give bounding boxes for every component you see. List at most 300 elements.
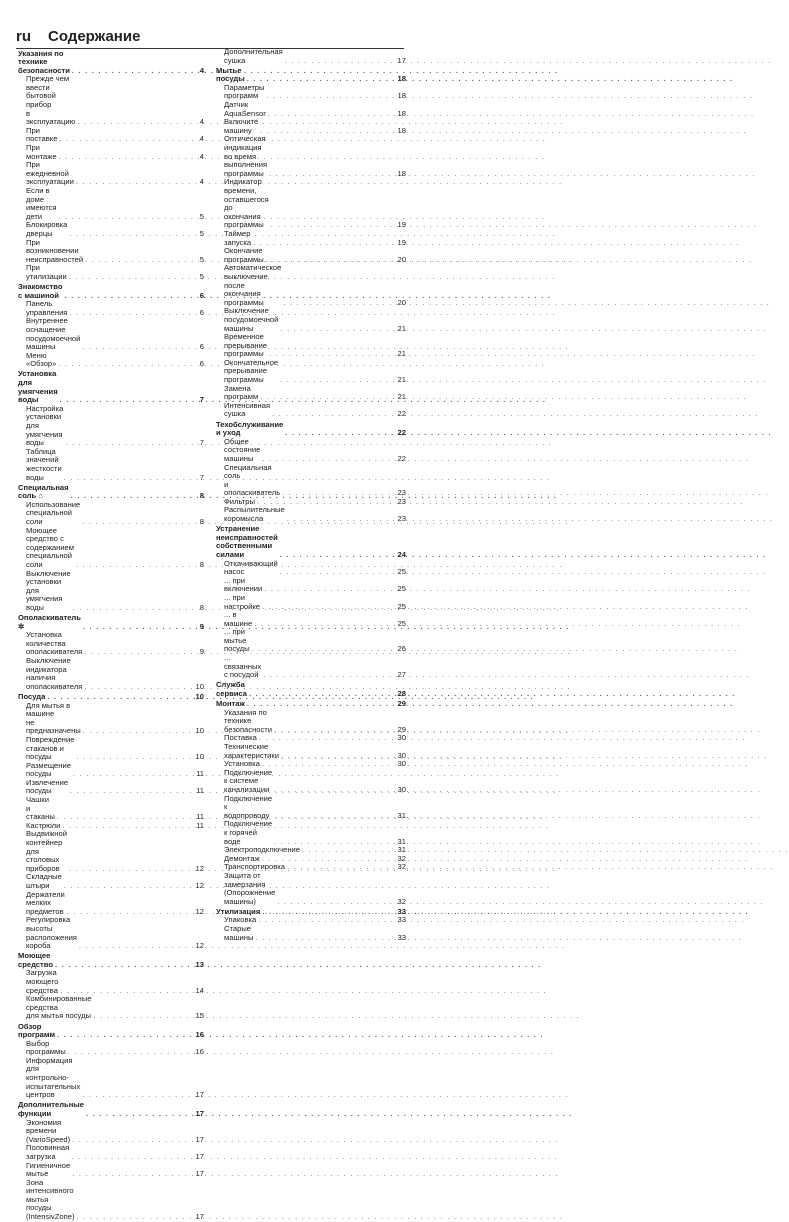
dot-leader bbox=[62, 822, 194, 831]
toc-entry[interactable] bbox=[216, 438, 406, 464]
dot-leader bbox=[263, 671, 395, 680]
toc-entry[interactable] bbox=[216, 402, 406, 419]
toc-page-number: 5 bbox=[199, 211, 204, 221]
toc-page-number: 10 bbox=[195, 752, 204, 762]
dot-leader bbox=[59, 213, 198, 222]
toc-entry-title: Экономия времени (VarioSpeed) bbox=[26, 1117, 71, 1144]
toc-entry-title: Временное прерывание программы bbox=[224, 332, 268, 359]
toc-entry[interactable] bbox=[18, 187, 204, 221]
toc-entry[interactable] bbox=[216, 118, 406, 135]
dot-leader bbox=[280, 376, 395, 385]
toc-entry-title: Поставка bbox=[224, 733, 257, 743]
toc-entry[interactable] bbox=[216, 307, 406, 333]
toc-entry-title: Старые машины bbox=[224, 923, 254, 942]
toc-entry[interactable] bbox=[18, 995, 204, 1021]
toc-page-number: 29 bbox=[397, 724, 406, 734]
toc-entry-title: При ежедневной эксплуатации bbox=[26, 160, 74, 187]
dot-leader bbox=[84, 683, 193, 692]
toc-entry-title: Указания по технике безопасности bbox=[18, 48, 70, 75]
toc-entry-title: Блокировка дверцы bbox=[26, 220, 68, 238]
dot-leader bbox=[59, 135, 197, 144]
toc-entry-title: Настройка установки для умягчения воды bbox=[26, 403, 64, 448]
dot-leader bbox=[57, 1031, 193, 1040]
toc-entry-title: Мытье посуды bbox=[216, 65, 245, 84]
toc-page-number: 24 bbox=[397, 549, 406, 559]
toc-entry[interactable] bbox=[18, 736, 204, 762]
toc-entry[interactable] bbox=[18, 352, 204, 369]
toc-page-number: 7 bbox=[199, 438, 204, 448]
toc-page-number: 23 bbox=[397, 496, 406, 506]
toc-page-number: 8 bbox=[199, 491, 204, 501]
dot-leader bbox=[283, 299, 395, 308]
dot-leader bbox=[71, 1153, 193, 1162]
dot-leader bbox=[71, 492, 198, 501]
toc-page-number: 6 bbox=[199, 342, 204, 352]
toc-page-number: 10 bbox=[195, 681, 204, 691]
toc-entry-title: ... при мытье посуды bbox=[224, 627, 250, 654]
dot-leader bbox=[84, 648, 197, 657]
toc-page-number: 18 bbox=[397, 125, 406, 135]
dot-leader bbox=[253, 239, 396, 248]
toc-page-number: 30 bbox=[397, 759, 406, 769]
dot-leader bbox=[274, 812, 395, 821]
toc-page-number: 4 bbox=[199, 134, 204, 144]
toc-page-number: 29 bbox=[397, 699, 406, 709]
toc-entry[interactable] bbox=[216, 84, 406, 101]
toc-entry-title: ... при настройке bbox=[224, 592, 261, 611]
dot-leader bbox=[268, 110, 396, 119]
toc-entry[interactable] bbox=[18, 264, 204, 281]
dot-leader bbox=[76, 753, 193, 762]
dot-leader bbox=[255, 934, 395, 943]
toc-entry-title: Параметры программ bbox=[224, 82, 265, 101]
toc-page-number: 11 bbox=[196, 786, 204, 796]
dot-leader bbox=[69, 865, 194, 874]
toc-page-number: 16 bbox=[195, 1047, 204, 1057]
toc-entry[interactable] bbox=[216, 872, 406, 906]
toc-entry[interactable] bbox=[216, 577, 406, 594]
toc-entry-title: Выбор программы bbox=[26, 1038, 66, 1057]
language-code: ru bbox=[16, 28, 31, 45]
toc-entry[interactable] bbox=[216, 795, 406, 821]
toc-entry-title: Индикатор времени, оставшегося до окончания программы bbox=[224, 177, 269, 230]
toc-entry-title: Защита от замерзания (Опорожнение машины) bbox=[224, 870, 276, 906]
toc-entry-title: Общее состояние машины bbox=[224, 436, 261, 463]
toc-entry[interactable] bbox=[18, 702, 204, 736]
toc-page-number: 33 bbox=[397, 915, 406, 925]
dot-leader bbox=[85, 256, 198, 265]
page-title: Содержание bbox=[48, 28, 141, 45]
toc-entry[interactable] bbox=[18, 1040, 204, 1057]
dot-leader bbox=[60, 396, 198, 405]
dot-leader bbox=[266, 256, 396, 265]
page-header bbox=[16, 28, 406, 48]
toc-entry-title: Чашки и стаканы bbox=[26, 795, 55, 822]
dot-leader bbox=[83, 727, 194, 736]
toc-page-number: 32 bbox=[397, 862, 406, 872]
toc-entry-title: Посуда bbox=[18, 691, 46, 701]
toc-entry-title: Электроподключение bbox=[224, 845, 300, 855]
toc-section[interactable] bbox=[18, 50, 204, 76]
toc-page-number: 25 bbox=[397, 567, 406, 577]
toc-entry[interactable] bbox=[216, 359, 406, 385]
dot-leader bbox=[72, 1170, 193, 1179]
toc-entry-title: ... в машине bbox=[224, 610, 253, 628]
toc-entry[interactable] bbox=[18, 779, 204, 796]
toc-entry-title: Устранение неисправностей собственными силами bbox=[216, 524, 278, 559]
toc-entry-title: Специальная соль и ополаскиватель bbox=[224, 462, 281, 498]
toc-page-number: 15 bbox=[195, 1011, 204, 1021]
toc-entry[interactable] bbox=[18, 1162, 204, 1179]
toc-page-number: 25 bbox=[397, 618, 406, 628]
toc-entry[interactable] bbox=[18, 239, 204, 265]
toc-page-number: 33 bbox=[397, 932, 406, 942]
dot-leader bbox=[77, 118, 197, 127]
toc-entry[interactable] bbox=[18, 873, 204, 890]
toc-entry-title: Внутреннее оснащение посудомоечной машины bbox=[26, 316, 81, 352]
toc-entry-title: Замена программ bbox=[224, 383, 259, 402]
toc-page-number: 31 bbox=[397, 845, 406, 855]
toc-entry-title: Регулировка высоты расположения короба bbox=[26, 915, 77, 951]
toc-entry-title: Зона интенсивного мытья посуды (IntensivZone) bbox=[26, 1177, 75, 1222]
toc-page-number: 25 bbox=[397, 601, 406, 611]
toc-entry-title: Складные штыри bbox=[26, 872, 62, 890]
dot-leader bbox=[252, 645, 396, 654]
toc-entry[interactable] bbox=[216, 385, 406, 402]
toc-section[interactable] bbox=[18, 1023, 204, 1040]
toc-section[interactable] bbox=[18, 952, 204, 969]
toc-entry[interactable] bbox=[18, 221, 204, 238]
toc-entry-title: Обзор программ bbox=[18, 1021, 56, 1040]
toc-page-number: 6 bbox=[199, 307, 204, 317]
toc-entry[interactable] bbox=[216, 925, 406, 942]
toc-entry[interactable] bbox=[18, 796, 204, 822]
toc-entry-title: Распылительные коромысла bbox=[224, 505, 285, 524]
dot-leader bbox=[287, 863, 396, 872]
toc-entry-title: Упаковка bbox=[224, 915, 257, 925]
dot-leader bbox=[69, 273, 198, 282]
toc-entry-title: Технические характеристики bbox=[224, 742, 279, 760]
dot-leader bbox=[280, 325, 395, 334]
dot-leader bbox=[258, 916, 395, 925]
dot-leader bbox=[76, 178, 198, 187]
toc-entry-title: Служба сервиса bbox=[216, 680, 247, 698]
dot-leader bbox=[269, 350, 395, 359]
toc-page-number: 30 bbox=[397, 733, 406, 743]
toc-page-number: 22 bbox=[397, 428, 406, 438]
toc-section[interactable] bbox=[216, 525, 406, 559]
toc-entry-title: Ополаскиватель ✲ bbox=[18, 613, 81, 631]
toc-entry-title: Выключение индикатора наличия ополаскивателя bbox=[26, 656, 83, 691]
toc-entry[interactable] bbox=[216, 48, 406, 65]
dot-leader bbox=[67, 908, 194, 917]
dot-leader bbox=[247, 75, 396, 84]
dot-leader bbox=[69, 309, 197, 318]
toc-page-number: 18 bbox=[397, 168, 406, 178]
toc-page-number: 20 bbox=[397, 254, 406, 264]
toc-page-number: 8 bbox=[199, 560, 204, 570]
toc-section[interactable] bbox=[18, 283, 204, 300]
toc-entry-title: Использование специальной соли bbox=[26, 499, 81, 527]
toc-page-number: 13 bbox=[195, 959, 204, 969]
toc-page-number: 8 bbox=[199, 517, 204, 527]
toc-entry-title: Дополнительная сушка bbox=[224, 47, 283, 65]
toc-entry[interactable] bbox=[216, 560, 406, 577]
toc-page-number: 21 bbox=[397, 375, 406, 385]
toc-entry[interactable] bbox=[18, 631, 204, 657]
toc-page-number: 30 bbox=[397, 750, 406, 760]
toc-entry[interactable] bbox=[18, 762, 204, 779]
dot-leader bbox=[64, 882, 194, 891]
toc-page-number: 32 bbox=[397, 853, 406, 863]
toc-page-number: 12 bbox=[195, 881, 204, 890]
toc-page-number: 33 bbox=[397, 906, 406, 916]
toc-entry-title: Транспортировка bbox=[224, 862, 285, 872]
toc-page-number: 17 bbox=[195, 1212, 204, 1222]
dot-leader bbox=[58, 360, 197, 369]
toc-entry[interactable] bbox=[216, 820, 406, 846]
toc-entry[interactable] bbox=[18, 501, 204, 527]
dot-leader bbox=[79, 942, 194, 951]
dot-leader bbox=[68, 1048, 194, 1057]
toc-section[interactable] bbox=[216, 67, 406, 84]
toc-entry-title: Выдвижной контейнер для столовых приборов bbox=[26, 829, 67, 873]
toc-page-number: 22 bbox=[397, 409, 406, 419]
dot-leader bbox=[82, 1091, 193, 1100]
toc-entry[interactable] bbox=[18, 127, 204, 144]
toc-entry-title: Половинная загрузка bbox=[26, 1143, 70, 1161]
toc-page-number: 18 bbox=[397, 74, 406, 84]
toc-entry-title: Специальная соль ⌂ bbox=[18, 482, 69, 501]
toc-column-left bbox=[18, 48, 204, 1222]
toc-entry-title: Дополнительные функции bbox=[18, 1100, 84, 1118]
toc-entry[interactable] bbox=[216, 247, 406, 264]
toc-page-number: 28 bbox=[397, 688, 406, 698]
toc-page-number: 32 bbox=[397, 896, 406, 906]
dot-leader bbox=[287, 515, 396, 524]
toc-page-number: 17 bbox=[195, 1134, 204, 1144]
toc-entry[interactable] bbox=[216, 178, 406, 230]
toc-column-right bbox=[216, 48, 406, 942]
toc-page-number: 12 bbox=[195, 863, 204, 873]
dot-leader bbox=[260, 393, 395, 402]
toc-entry[interactable] bbox=[18, 448, 204, 482]
toc-entry[interactable] bbox=[18, 969, 204, 995]
toc-entry-title: При поставке bbox=[26, 125, 58, 144]
toc-page-number: 20 bbox=[397, 297, 406, 307]
toc-entry-title: Указания по технике безопасности bbox=[224, 707, 273, 734]
toc-entry[interactable] bbox=[18, 527, 204, 570]
toc-page-number: 23 bbox=[397, 514, 406, 524]
toc-entry[interactable] bbox=[216, 464, 406, 498]
toc-entry[interactable] bbox=[216, 230, 406, 247]
dot-leader bbox=[83, 623, 198, 632]
toc-page-number: 10 bbox=[195, 691, 204, 701]
toc-page-number: 31 bbox=[397, 836, 406, 846]
toc-entry-title: Окончательное прерывание программы bbox=[224, 357, 279, 385]
dot-leader bbox=[55, 961, 194, 970]
toc-section[interactable] bbox=[18, 1101, 204, 1118]
toc-page-number: 16 bbox=[195, 1030, 204, 1040]
dot-leader bbox=[72, 67, 198, 76]
toc-entry-title: Демонтаж bbox=[224, 853, 260, 863]
dot-leader bbox=[249, 690, 396, 699]
dot-leader bbox=[262, 760, 396, 769]
toc-page-number: 11 bbox=[196, 769, 204, 779]
toc-entry-title: Окончание программы bbox=[224, 246, 264, 264]
toc-entry-title: Панель управления bbox=[26, 299, 68, 317]
toc-page-number: 23 bbox=[397, 488, 406, 498]
toc-section[interactable] bbox=[18, 614, 204, 631]
dot-leader bbox=[280, 568, 396, 577]
toc-page-number: 21 bbox=[397, 349, 406, 359]
toc-entry[interactable] bbox=[216, 101, 406, 118]
toc-entry-title: Фильтры bbox=[224, 496, 255, 506]
toc-entry-title: Для мытья в машине не предназначены bbox=[26, 700, 81, 736]
dot-leader bbox=[82, 518, 198, 527]
dot-leader bbox=[277, 898, 395, 907]
toc-entry-title: Утилизация bbox=[216, 906, 261, 916]
toc-entry-title: Повреждение стаканов и посуды bbox=[26, 734, 75, 762]
toc-entry-title: Установка количества ополаскивателя bbox=[26, 630, 83, 657]
dot-leader bbox=[76, 561, 198, 570]
toc-page-number: 7 bbox=[199, 395, 204, 405]
dot-leader bbox=[77, 1213, 194, 1222]
toc-entry-title: Меню «Обзор» bbox=[26, 350, 57, 369]
toc-page-number: 9 bbox=[199, 621, 204, 631]
toc-entry[interactable] bbox=[18, 1144, 204, 1161]
toc-entry-title: Оптическая индикация во время выполнения программы bbox=[224, 134, 268, 178]
toc-entry-title: Таймер запуска bbox=[224, 228, 252, 247]
dot-leader bbox=[64, 292, 197, 301]
toc-page-number: 4 bbox=[199, 177, 204, 187]
toc-entry-title: Интенсивная сушка bbox=[224, 400, 271, 419]
toc-page-number: 17 bbox=[195, 1108, 204, 1118]
toc-entry-title: Монтаж bbox=[216, 699, 245, 709]
toc-page-number: 12 bbox=[195, 941, 204, 951]
toc-entry[interactable] bbox=[18, 317, 204, 351]
toc-entry-title: Загрузка моющего средства bbox=[26, 968, 59, 995]
toc-entry-title: Знакомство с машиной bbox=[18, 282, 63, 300]
toc-entry-title: Подключение к горячей воде bbox=[224, 819, 273, 846]
dot-leader bbox=[82, 343, 197, 352]
toc-entry-title: Техобслуживание и уход bbox=[216, 419, 284, 438]
toc-entry-title: Включите машину bbox=[224, 117, 259, 135]
toc-page-number: 21 bbox=[397, 392, 406, 402]
toc-page-number: 9 bbox=[199, 647, 204, 657]
dot-leader bbox=[65, 439, 197, 448]
toc-entry[interactable] bbox=[216, 135, 406, 178]
toc-entry[interactable] bbox=[18, 161, 204, 187]
toc-section[interactable] bbox=[18, 484, 204, 501]
toc-entry-title: Извлечение посуды bbox=[26, 777, 69, 796]
toc-entry[interactable] bbox=[18, 1119, 204, 1145]
toc-entry[interactable] bbox=[18, 1057, 204, 1100]
toc-entry[interactable] bbox=[216, 628, 406, 654]
toc-page-number: 4 bbox=[199, 65, 204, 75]
toc-entry-title: Кастрюли bbox=[26, 820, 61, 830]
dot-leader bbox=[269, 170, 395, 179]
toc-entry[interactable] bbox=[18, 1179, 204, 1222]
toc-entry-title: Моющее средство bbox=[18, 951, 53, 969]
toc-entry[interactable] bbox=[216, 611, 406, 628]
toc-entry[interactable] bbox=[216, 333, 406, 359]
toc-entry-title: Прежде чем ввести бытовой прибор в эксплуатацию bbox=[26, 74, 76, 127]
dot-leader bbox=[285, 57, 396, 66]
dot-leader bbox=[262, 603, 396, 612]
dot-leader bbox=[69, 230, 197, 239]
dot-leader bbox=[271, 221, 396, 230]
toc-entry[interactable] bbox=[18, 405, 204, 448]
dot-leader bbox=[72, 1136, 193, 1145]
toc-page-number: 18 bbox=[397, 91, 406, 101]
dot-leader bbox=[262, 455, 395, 464]
dot-leader bbox=[259, 734, 396, 743]
toc-entry-title: ... при включении bbox=[224, 575, 263, 594]
dot-leader bbox=[73, 770, 194, 779]
toc-entry[interactable] bbox=[18, 657, 204, 691]
toc-entry[interactable] bbox=[18, 300, 204, 317]
toc-entry-title: Выключение установки для умягчения воды bbox=[26, 568, 71, 612]
toc-page-number: 5 bbox=[199, 271, 204, 281]
dot-leader bbox=[266, 92, 395, 101]
toc-entry[interactable] bbox=[216, 709, 406, 735]
toc-entry-title: При утилизации bbox=[26, 263, 67, 281]
toc-entry[interactable] bbox=[18, 891, 204, 917]
toc-entry-title: Комбинированные средства для мытья посуды bbox=[26, 994, 92, 1021]
dot-leader bbox=[73, 604, 198, 613]
toc-page-number: 14 bbox=[195, 985, 204, 995]
toc-entry[interactable] bbox=[216, 654, 406, 680]
toc-page-number: 27 bbox=[397, 670, 406, 680]
toc-entry-title: При возникновении неисправностей bbox=[26, 237, 84, 264]
dot-leader bbox=[247, 700, 396, 709]
dot-leader bbox=[260, 127, 395, 136]
toc-page-number: 5 bbox=[199, 228, 204, 238]
toc-entry[interactable] bbox=[18, 916, 204, 950]
toc-entry-title: Подключение к системе канализации bbox=[224, 767, 273, 794]
dot-leader bbox=[64, 474, 198, 483]
toc-entry[interactable] bbox=[18, 75, 204, 127]
dot-leader bbox=[272, 410, 395, 419]
toc-entry[interactable] bbox=[216, 594, 406, 611]
toc-entry-title: Моющее средство с содержанием специальной соли bbox=[26, 525, 74, 570]
toc-entry-title: ... связанных с посудой bbox=[224, 653, 262, 680]
toc-section[interactable] bbox=[216, 681, 406, 698]
toc-entry[interactable] bbox=[18, 830, 204, 873]
toc-section[interactable] bbox=[18, 370, 204, 404]
toc-entry[interactable] bbox=[216, 506, 406, 523]
toc-entry-title: Подключение к водопроводу bbox=[224, 793, 273, 820]
toc-page-number: 6 bbox=[199, 359, 204, 369]
toc-entry[interactable] bbox=[18, 144, 204, 161]
dot-leader bbox=[285, 429, 395, 438]
toc-page-number: 5 bbox=[199, 254, 204, 264]
dot-leader bbox=[86, 1110, 194, 1119]
toc-entry[interactable] bbox=[18, 570, 204, 613]
toc-page-number: 26 bbox=[397, 644, 406, 654]
toc-entry[interactable] bbox=[216, 264, 406, 307]
toc-page-number: 21 bbox=[397, 323, 406, 333]
toc-page-number: 11 bbox=[196, 812, 204, 822]
toc-entry-title: Держатели мелких предметов bbox=[26, 889, 65, 916]
toc-section[interactable] bbox=[216, 421, 406, 438]
toc-entry[interactable] bbox=[216, 769, 406, 795]
toc-entry[interactable] bbox=[216, 743, 406, 760]
toc-page-number: 31 bbox=[397, 810, 406, 820]
toc-page-number: 18 bbox=[397, 108, 406, 118]
toc-page-number: 17 bbox=[397, 55, 406, 65]
